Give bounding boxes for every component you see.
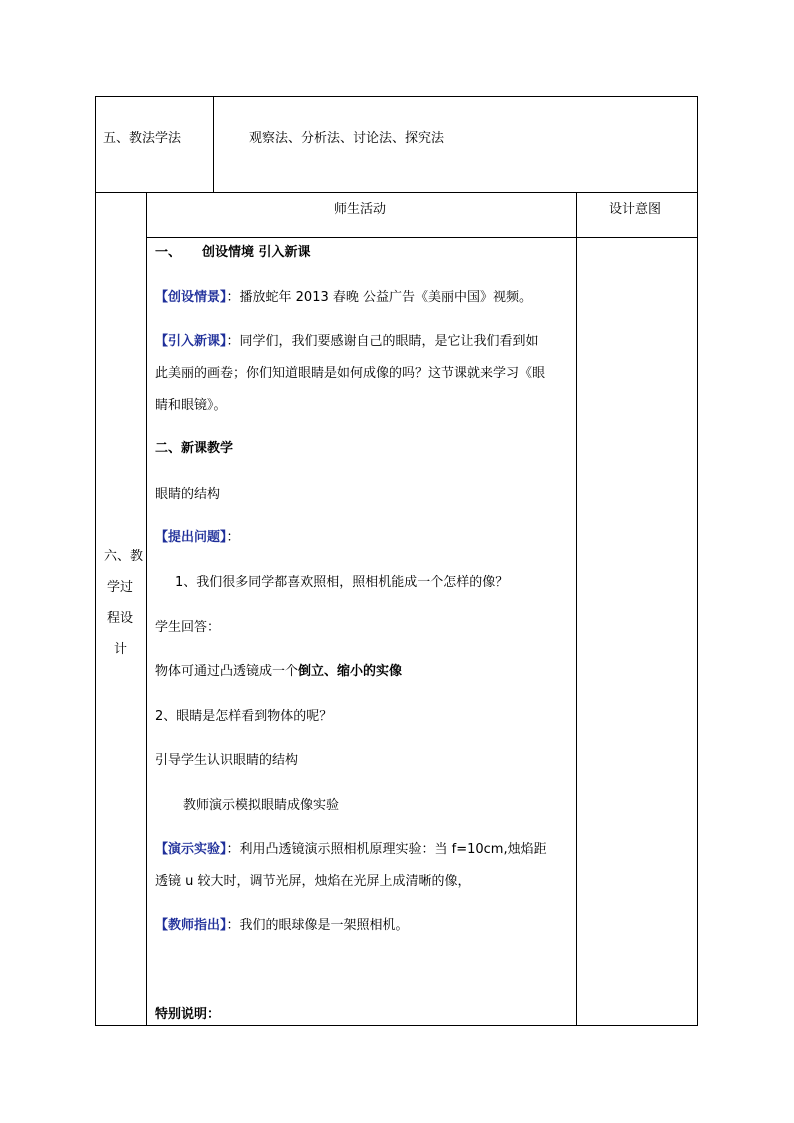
intro-line-1 — [155, 333, 539, 351]
intro-tag: 【引入新课】 — [155, 334, 227, 349]
header-design-intent: 设计意图 — [609, 202, 662, 217]
section1-title: 创设情境 引入新课 — [202, 245, 311, 260]
special-note: 特别说明： — [155, 1007, 221, 1022]
scenario-text: ：播放蛇年 2013 春晚 公益广告《美丽中国》视频。 — [226, 290, 532, 305]
table-border-left — [95, 96, 96, 1025]
teacher-point — [155, 917, 409, 935]
section2-title: 二、新课教学 — [155, 441, 234, 456]
teacher-demo-text: 教师演示模拟眼睛成像实验 — [183, 798, 340, 813]
eye-structure-heading: 眼睛的结构 — [155, 487, 221, 502]
teacher-point-tag: 【教师指出】 — [155, 918, 227, 933]
row6-label-line: 程设 — [107, 611, 134, 626]
answer-text — [155, 663, 402, 681]
row5-label: 五、教法学法 — [103, 131, 182, 146]
row6-label-line: 学过 — [107, 580, 134, 595]
scenario-tag: 【创设情景】 — [155, 290, 227, 305]
question-2: 2、眼睛是怎样看到物体的呢？ — [155, 709, 333, 724]
intro-text-1: ：同学们，我们要感谢自己的眼睛，是它让我们看到如 — [226, 334, 539, 349]
teacher-point-text: ：我们的眼球像是一架照相机。 — [226, 918, 409, 933]
intro-line-3: 睛和眼镜》。 — [155, 398, 227, 413]
table-border-top — [95, 96, 698, 97]
question-tag: 【提出问题】 — [155, 530, 227, 545]
intro-line-2: 此美丽的画卷；你们知道眼睛是如何成像的吗？这节课就来学习《眼 — [155, 366, 546, 381]
row5-content: 观察法、分析法、讨论法、探究法 — [249, 131, 445, 146]
row5-label-divider — [213, 96, 214, 192]
student-answer-label: 学生回答： — [155, 620, 221, 635]
intent-column-divider — [576, 192, 577, 1025]
row6-label-divider — [146, 192, 147, 1025]
demo-tag: 【演示实验】 — [155, 842, 227, 857]
demo-line-2: 透镜 u 较大时，调节光屏，烛焰在光屏上成清晰的像， — [155, 874, 471, 889]
demo-line-1 — [155, 841, 547, 859]
header-divider — [146, 237, 698, 238]
scenario-paragraph — [155, 289, 532, 307]
row6-label-line: 六、教 — [104, 549, 144, 564]
table-border-right — [697, 96, 698, 1025]
row6-label-line: 计 — [114, 642, 128, 657]
table-border-bottom — [95, 1025, 698, 1026]
demo-text-1: ：利用凸透镜演示照相机原理实验：当 f=10cm,烛焰距 — [226, 842, 547, 857]
question-heading — [155, 529, 240, 547]
row-divider — [95, 192, 698, 193]
section1-number: 一、 — [155, 245, 182, 260]
answer-bold: 倒立、缩小的实像 — [298, 664, 403, 679]
answer-prefix: 物体可通过凸透镜成一个 — [155, 664, 299, 679]
header-teacher-student-activity: 师生活动 — [334, 202, 387, 217]
question-1: 1、我们很多同学都喜欢照相，照相机能成一个怎样的像？ — [175, 575, 509, 590]
guide-text: 引导学生认识眼睛的结构 — [155, 753, 299, 768]
question-colon: ： — [226, 530, 240, 545]
